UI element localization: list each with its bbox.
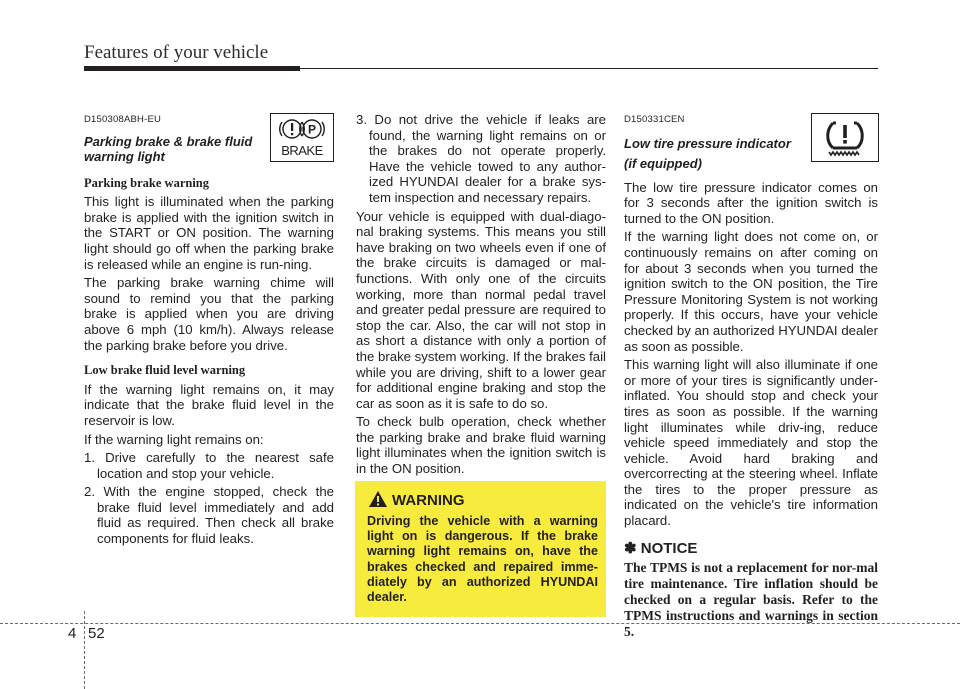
left-column	[84, 112, 334, 550]
paragraph: The low tire pressure indicator comes on for 3 seconds after the ignition switch is turned to the ON position.	[624, 179, 878, 226]
list-item: 3. Do not drive the vehicle if leaks are found, the warning light remains on or the brakes do not operate properly. Have the vehicle towed to any author-ized HYUNDAI dealer for a brake sys-tem inspection and necessary repairs.	[356, 112, 606, 205]
svg-text:P: P	[307, 122, 317, 137]
paragraph: If the warning light remains on:	[84, 431, 264, 447]
list-item: 2. With the engine stopped, check the brake fluid level immediately and add fluid as required. Then check all brake components for fluid leaks.	[84, 484, 334, 547]
paragraph: To check bulb operation, check whether the parking brake and brake fluid warning light illuminates when the ignition switch is in the ON position.	[356, 414, 606, 477]
section-number: 4	[68, 625, 77, 642]
header-rule-thin	[300, 68, 878, 69]
warning-triangle-icon	[368, 490, 388, 508]
paragraph: This warning light will also illuminate if one or more of your tires is significantly under-inflated. You should stop and check your tires as soon as possible. If the warning light illuminates while driv-ing, reduce vehicle speed immediately and stop the vehicle. Avoid hard braking and overcorrecting at the steering wheel. Inflate the tires to the proper pressure as indicated on the vehicle's tire information placard.	[624, 357, 878, 529]
paragraph: The parking brake warning chime will sound to remind you that the parking brake is applied when you are driving above 6 mph (10 km/h). Always release the parking brake before you drive.	[84, 275, 334, 353]
list-item: 1. Drive carefully to the nearest safe location and stop your vehicle.	[84, 450, 334, 481]
warning-title: WARNING	[392, 492, 465, 509]
middle-column	[356, 112, 606, 480]
warning-callout	[355, 481, 606, 617]
notice-title: ✽ NOTICE	[624, 539, 698, 557]
page-header-title: Features of your vehicle	[84, 42, 269, 63]
right-column	[624, 112, 878, 640]
page-number: 52	[88, 625, 105, 642]
header-rule-thick	[84, 66, 300, 71]
paragraph: This light is illuminated when the parking brake is applied with the ignition switch in the START or ON position. The warning light should go off when the parking brake is released while an engine is run-ning.	[84, 194, 334, 272]
paragraph: Your vehicle is equipped with dual-diago-nal braking systems. This means you still have braking on two wheels even if one of the brake circuits is damaged or mal-functions. With only one of the circuits working, more than normal pedal travel and greater pedal pressure are required to stop the car. Also, the car will not stop in as short a distance with only a portion of the brake system working. If the brakes fail while you are driving, shift to a lower gear for additional engine braking and stop the car as soon as it is safe to do so.	[356, 208, 606, 411]
footer-rule	[0, 623, 960, 624]
section-subhead: Parking brake & brake fluid warning light	[84, 133, 253, 164]
section-subhead: Low tire pressure indicator (if equipped)	[624, 135, 791, 171]
brake-fluid-heading: Low brake fluid level warning	[84, 363, 246, 378]
parking-brake-heading: Parking brake warning	[84, 175, 210, 190]
paragraph: If the warning light does not come on, or continuously remains on after coming on for about 3 seconds when you turned the ignition switch to the ON position, the Tire Pressure Monitoring System is not working properly. If this occurs, have your vehicle checked by an authorized HYUNDAI dealer as soon as possible.	[624, 229, 878, 354]
brake-icon-label: BRAKE	[281, 143, 323, 158]
warning-text: Driving the vehicle with a warning light on is dangerous. If the brake warning light remains on, have the brakes checked and repaired imme-diately by an authorized HYUNDAI dealer.	[367, 514, 598, 605]
notice-text: The TPMS is not a replacement for nor-mal tire maintenance. Tire inflation should be checked on a regular basis. Refer to the TPMS instructions and warnings in section 5.	[624, 560, 878, 640]
paragraph: If the warning light remains on, it may indicate that the brake fluid level in the reservoir is low.	[84, 381, 334, 428]
footer-divider	[84, 611, 85, 689]
section-code: D150308ABH-EU	[84, 114, 162, 125]
section-code: D150331CEN	[624, 114, 685, 125]
